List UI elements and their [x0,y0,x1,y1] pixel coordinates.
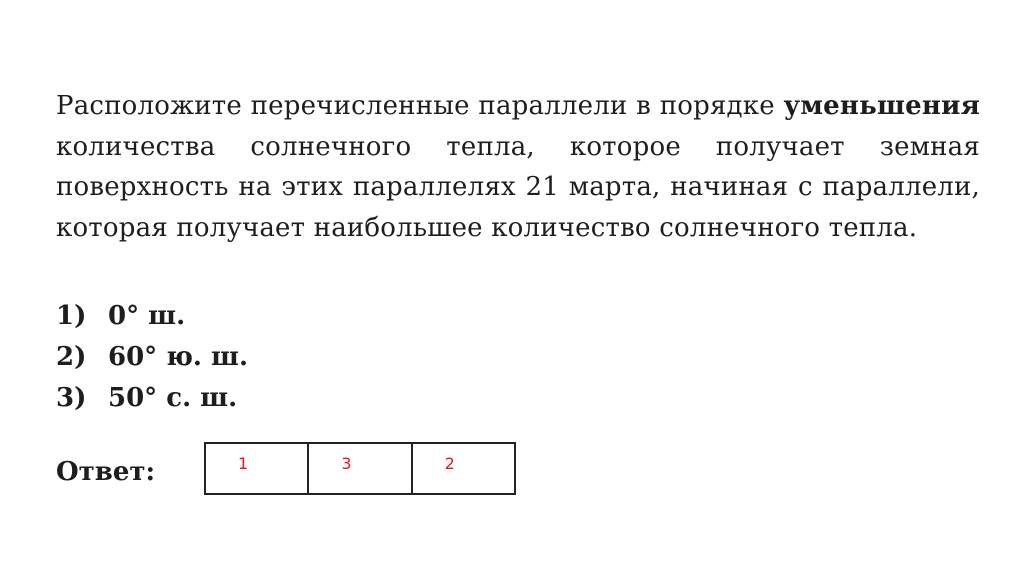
option-1 [56,296,248,337]
answer-cell-3[interactable] [411,444,514,493]
option-text: 60° ю. ш. [108,342,248,372]
answer-cell-value: 1 [238,454,249,473]
answer-cell-2[interactable] [307,444,410,493]
question-part-2: количества солнечного тепла, которое получает земная поверхность на этих параллелях 21 марта, начиная с параллели, которая получает наибольшее количество солнечного тепла. [56,131,980,243]
answer-table [204,442,516,495]
option-text: 0° ш. [108,301,186,331]
answer-label: Ответ: [56,457,156,487]
answer-cell-value: 3 [341,454,352,473]
question-bold-word: уменьшения [783,91,980,121]
options-list [56,296,248,419]
question-part-1: Расположите перечисленные параллели в порядке [56,91,775,121]
answer-cell-1[interactable] [206,444,307,493]
answer-cell-value: 2 [444,454,455,473]
question-text [56,86,980,248]
option-3 [56,378,248,419]
option-number: 2) [56,342,87,372]
option-2 [56,337,248,378]
option-text: 50° с. ш. [108,383,238,413]
option-number: 1) [56,301,87,331]
option-number: 3) [56,383,87,413]
